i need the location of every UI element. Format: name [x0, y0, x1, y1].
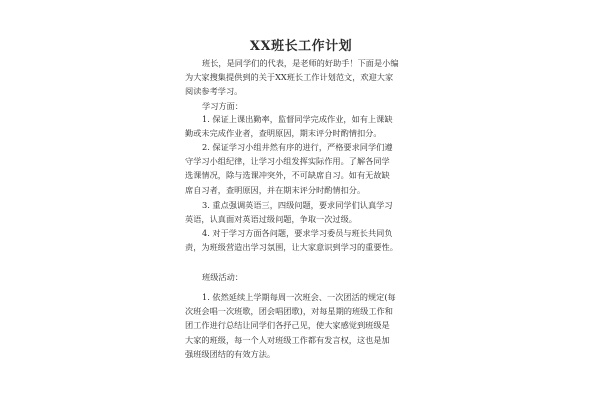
text-line: 为大家搜集提供到的关于XX班长工作计划范文，欢迎大家	[185, 72, 394, 83]
study-item-3	[185, 198, 417, 226]
text-line: 英语，认真面对英语过级问题，争取一次过级。	[185, 214, 357, 225]
class-item-1	[185, 290, 417, 361]
text-line: 席自习者，查明原因，并在期末评分时酌情扣分。	[185, 184, 366, 195]
document-page	[185, 28, 417, 400]
text-line: 4. 对于学习方面各问题，要求学习委员与班长共同负	[202, 228, 393, 238]
study-item-4	[185, 226, 417, 254]
class-heading-block	[185, 270, 417, 284]
text-line: 选课情况，除与选课冲突外，不可缺席自习。如有无故缺	[185, 170, 390, 181]
text-line: 班长，是同学们的代表，是老师的好助手！下面是小编	[202, 58, 399, 68]
text-line: 团工作进行总结让同学们各抒己见，使大家感觉到班级是	[185, 320, 390, 331]
study-item-1	[185, 112, 417, 140]
text-line: 1. 依然延续上学期每周一次班会、一次团活的规定(每	[202, 292, 396, 302]
study-item-2	[185, 140, 417, 197]
section-heading-class-activities: 班级活动：	[202, 272, 243, 282]
text-line: 强班级团结的有效方法。	[185, 348, 276, 359]
section-heading-study: 学习方面：	[202, 101, 243, 111]
text-line: 勤或未完成作业者，查明原因，期末评分时酌情扣分。	[185, 128, 382, 139]
text-line: 1. 保证上课出勤率，监督同学完成作业，如有上课缺	[202, 114, 393, 124]
text-line: 2. 保证学习小组井然有序的进行，严格要求同学们遵	[202, 142, 393, 152]
intro-paragraph	[185, 56, 417, 99]
text-line: 守学习小组纪律，让学习小组发挥实际作用。了解各同学	[185, 156, 390, 167]
text-line: 3. 重点强调英语三，四级问题，要求同学们认真学习	[202, 200, 393, 210]
text-line: 大家的班级，每一个人对班级工作都有发言权，这也是加	[185, 334, 390, 345]
text-line: 阅读参考学习。	[185, 86, 243, 97]
text-line: 责，为班级营造出学习氛围，让大家意识到学习的重要性。	[185, 242, 398, 253]
document-title: XX班长工作计划	[249, 39, 353, 54]
text-line: 次班会唱一次班歌，团会唱团歌)，对每星期的班级工作和	[185, 306, 393, 317]
